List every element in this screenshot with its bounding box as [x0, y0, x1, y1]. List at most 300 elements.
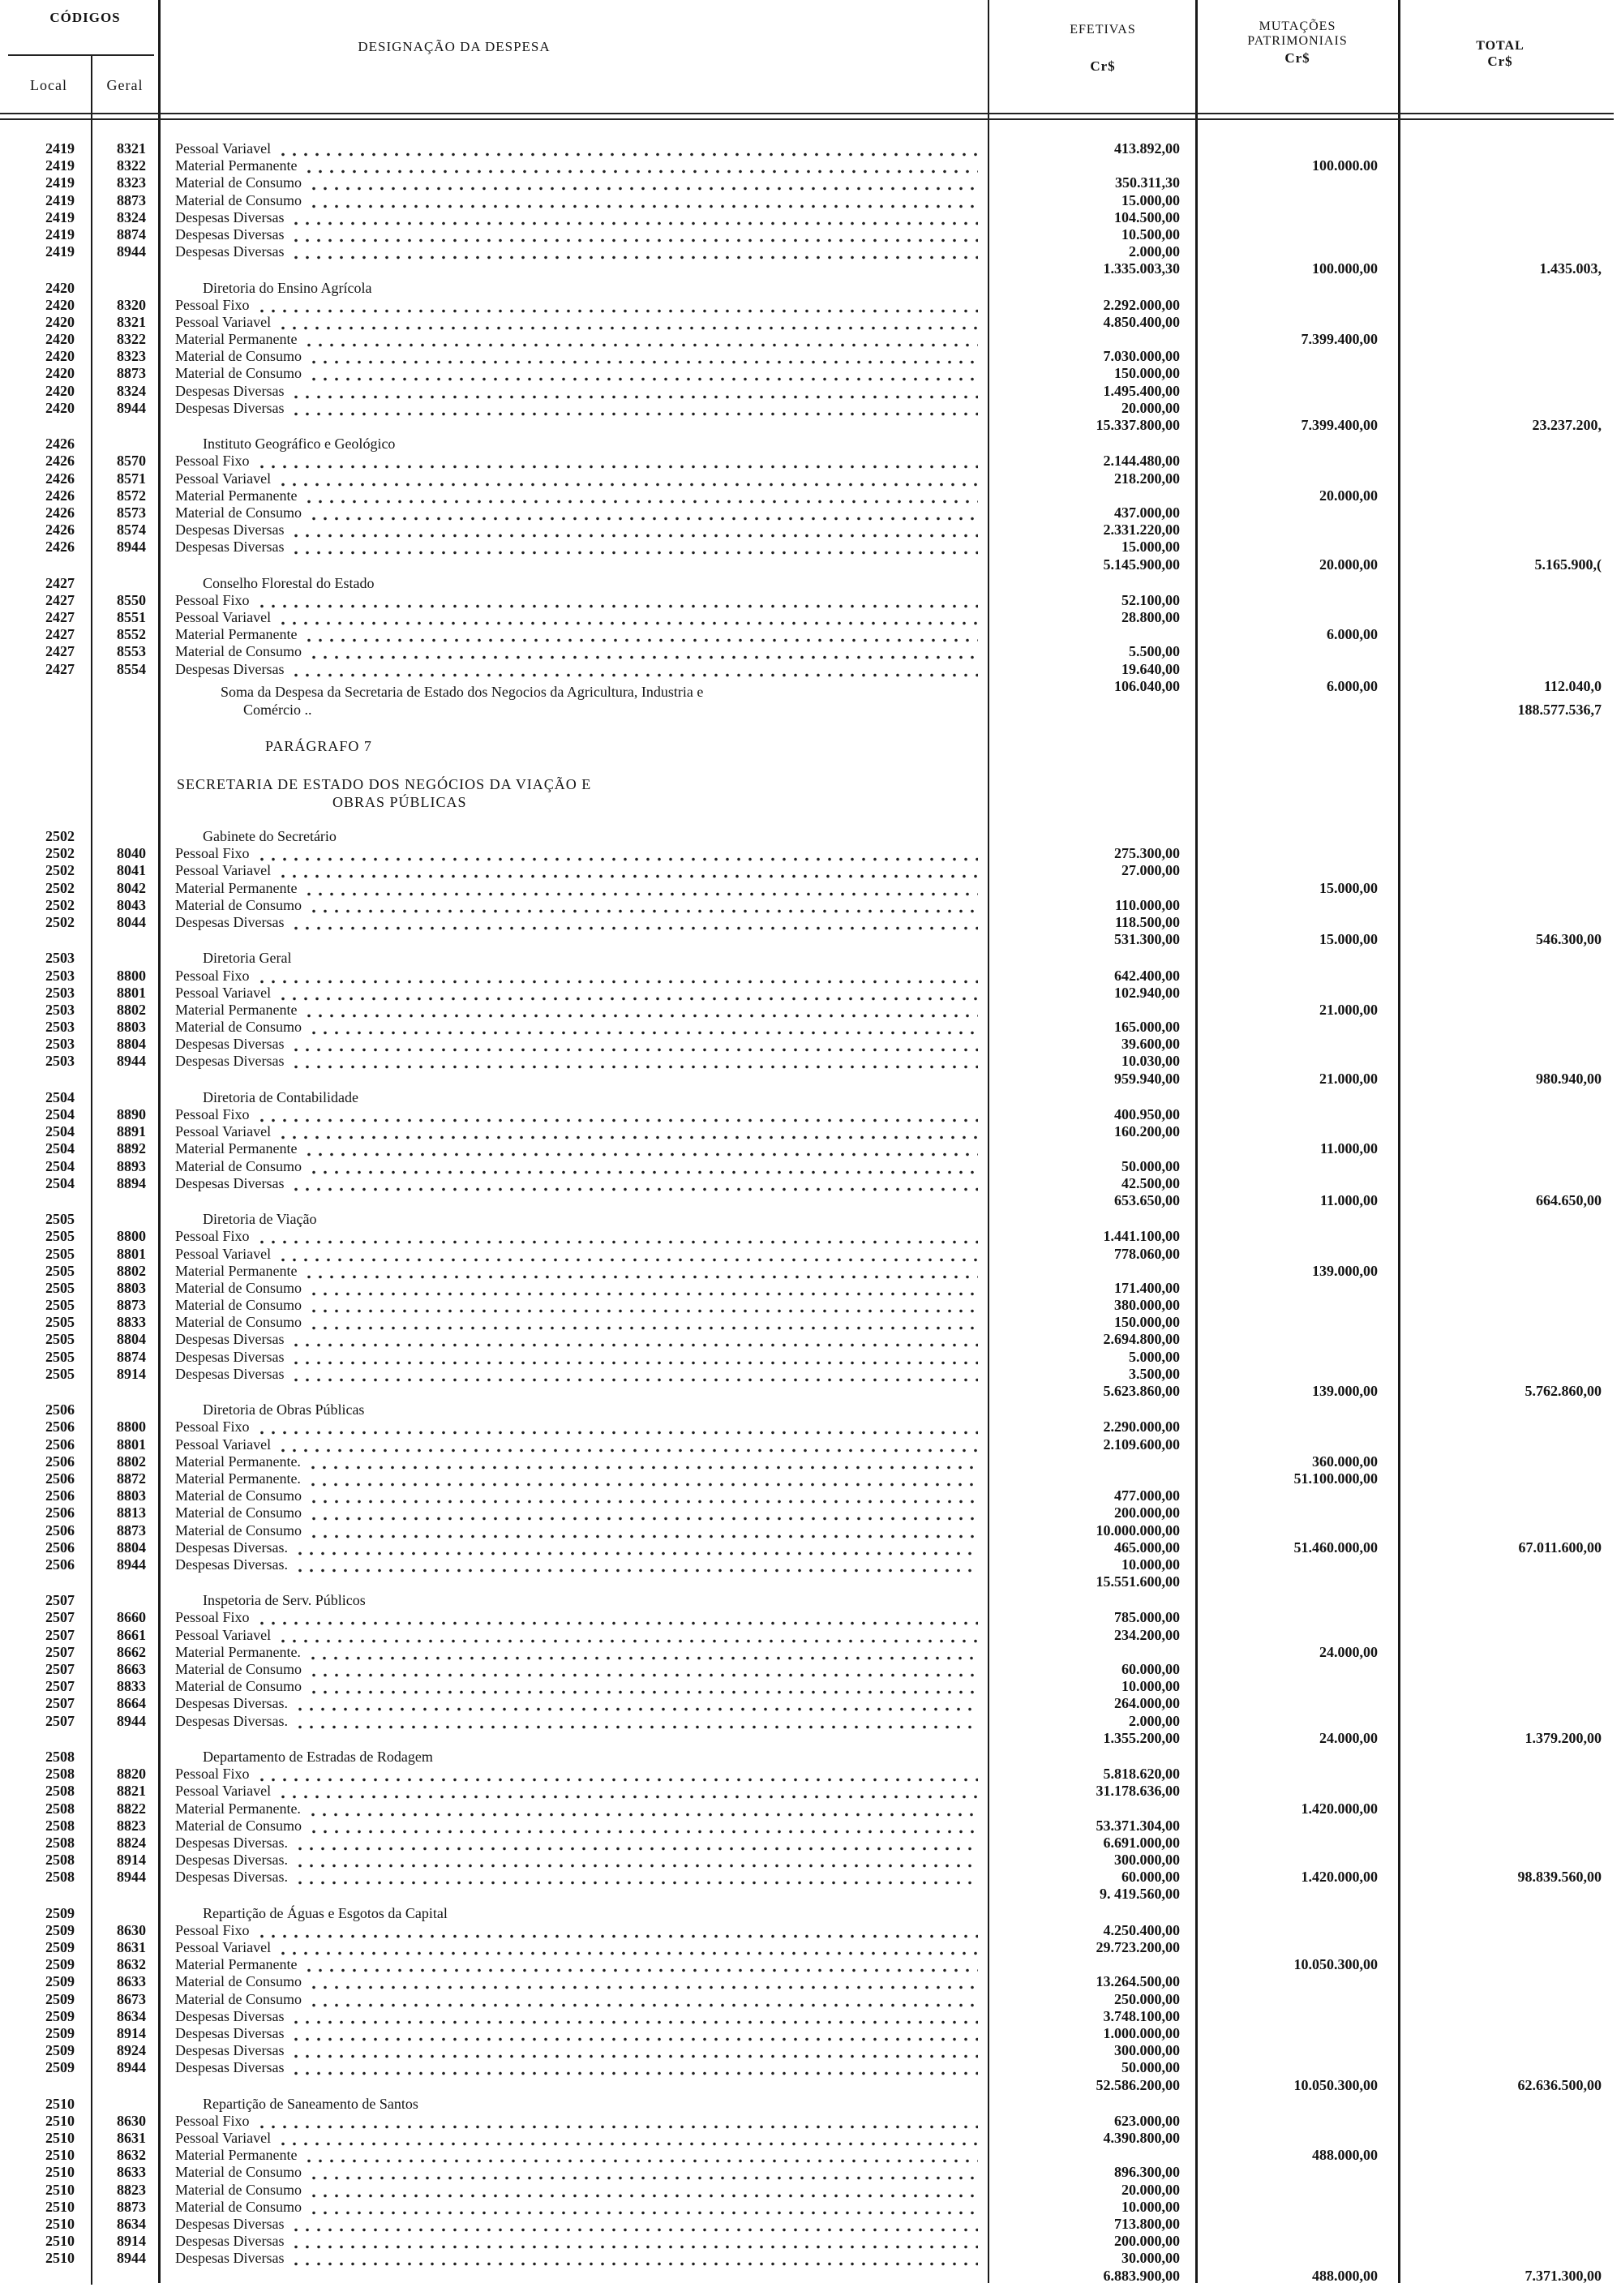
table-row — [0, 1661, 1621, 1678]
table-row — [0, 453, 1621, 470]
designation-text: Material de Consumo — [175, 1504, 302, 1521]
table-row — [0, 1644, 1621, 1661]
efetivas-value: 10.500,00 — [1121, 225, 1180, 242]
table-row — [0, 1956, 1621, 1973]
expense-designation — [175, 297, 978, 314]
dot-leader — [308, 1661, 978, 1678]
geral-code: 8873 — [117, 191, 146, 208]
local-code: 2426 — [45, 453, 75, 470]
expense-designation — [175, 2113, 978, 2130]
efetivas-value: 10.000,00 — [1121, 1678, 1180, 1695]
geral-code: 8673 — [117, 1990, 146, 2007]
geral-code: 8571 — [117, 470, 146, 487]
dot-leader — [303, 880, 978, 897]
mutacoes-value: 100.000.00 — [1312, 157, 1378, 174]
expense-designation — [175, 643, 978, 660]
table-row — [0, 365, 1621, 382]
designation-text: Material de Consumo — [175, 191, 302, 208]
efetivas-value: 218.200,00 — [1114, 470, 1180, 487]
local-code: 2508 — [45, 1766, 75, 1783]
table-row — [0, 1766, 1621, 1783]
expense-designation — [175, 1053, 978, 1070]
local-code: 2506 — [45, 1418, 75, 1436]
dot-leader — [294, 1852, 978, 1869]
local-code: 2506 — [45, 1539, 75, 1556]
table-row — [0, 1678, 1621, 1695]
subtotal-row — [0, 931, 1621, 948]
geral-code: 8800 — [117, 1418, 146, 1436]
subtotal-row — [0, 1886, 1621, 1903]
subtotal-total: 1.379.200,00 — [1525, 1729, 1602, 1746]
expense-designation — [175, 1556, 978, 1573]
geral-code: 8914 — [117, 1852, 146, 1869]
efetivas-value: 15.000,00 — [1121, 539, 1180, 556]
subtotal-row — [0, 2268, 1621, 2285]
subtotal-mutacoes: 20.000,00 — [1319, 556, 1378, 573]
geral-code: 8944 — [117, 1869, 146, 1886]
soma-line-2: Comércio .. — [243, 702, 312, 718]
efetivas-value: 165.000,00 — [1114, 1019, 1180, 1036]
geral-code: 8322 — [117, 331, 146, 348]
dot-leader — [277, 985, 978, 1002]
total-value: 98.839.560,00 — [1517, 1869, 1602, 1886]
designation-text: Pessoal Fixo — [175, 1609, 250, 1626]
local-code: 2503 — [45, 984, 75, 1001]
section-title: Diretoria Geral — [203, 950, 292, 967]
dot-leader — [308, 1314, 978, 1331]
table-row — [0, 609, 1621, 626]
expense-designation — [175, 862, 978, 879]
efetivas-value: 477.000,00 — [1114, 1487, 1180, 1504]
geral-code: 8891 — [117, 1123, 146, 1140]
dot-leader — [308, 365, 978, 382]
local-code: 2506 — [45, 1436, 75, 1453]
table-row — [0, 1175, 1621, 1192]
table-row — [0, 1800, 1621, 1817]
expense-designation — [175, 1973, 978, 1990]
table-row — [0, 626, 1621, 643]
mutacoes-value: 488.000,00 — [1312, 2147, 1378, 2164]
subtotal-efetivas: 106.040,00 — [1114, 677, 1180, 694]
dot-leader — [308, 1297, 978, 1314]
local-code: 2506 — [45, 1487, 75, 1504]
efetivas-value: 896.300,00 — [1114, 2164, 1180, 2181]
expense-designation — [175, 1418, 978, 1436]
geral-code: 8813 — [117, 1504, 146, 1521]
local-code: 2505 — [45, 1228, 75, 1245]
local-code: 2509 — [45, 1921, 75, 1938]
designation-text: Material Permanente — [175, 487, 298, 504]
subtotal-efetivas: 531.300,00 — [1114, 931, 1180, 948]
local-code: 2510 — [45, 2164, 75, 2181]
expense-designation — [175, 365, 978, 382]
dot-leader — [256, 968, 978, 985]
dot-leader — [308, 192, 978, 209]
efetivas-value: 6.691.000,00 — [1103, 1834, 1180, 1851]
local-code: 2502 — [45, 913, 75, 930]
subtotal-mutacoes: 7.399.400,00 — [1301, 417, 1378, 433]
geral-code: 8894 — [117, 1174, 146, 1191]
dot-leader — [294, 1539, 978, 1556]
geral-code: 8833 — [117, 1678, 146, 1695]
mutacoes-value: 1.420.000,00 — [1301, 1869, 1378, 1886]
geral-code: 8914 — [117, 1365, 146, 1382]
table-row — [0, 1609, 1621, 1626]
designation-text: Pessoal Variavel — [175, 1783, 272, 1800]
designation-text: Material de Consumo — [175, 2198, 302, 2215]
table-row — [0, 521, 1621, 539]
designation-text: Despesas Diversas — [175, 2250, 285, 2267]
dot-leader — [308, 174, 978, 191]
geral-code: 8663 — [117, 1661, 146, 1677]
geral-code: 8630 — [117, 1921, 146, 1938]
local-code: 2510 — [45, 2216, 75, 2232]
designation-text: Pessoal Fixo — [175, 2112, 250, 2129]
geral-code: 8321 — [117, 313, 146, 330]
section-heading — [0, 1401, 1621, 1418]
table-row — [0, 1922, 1621, 1939]
local-code: 2505 — [45, 1365, 75, 1382]
geral-code: 8324 — [117, 382, 146, 399]
table-row — [0, 2042, 1621, 2059]
dot-leader — [290, 383, 978, 400]
subtotal-efetivas: 6.883.900,00 — [1103, 2267, 1180, 2284]
subtotal-row — [0, 1730, 1621, 1747]
table-row — [0, 314, 1621, 331]
section-heading — [0, 436, 1621, 453]
expense-designation — [175, 880, 978, 897]
local-code: 2420 — [45, 348, 75, 365]
subtotal-efetivas: 959.940,00 — [1114, 1070, 1180, 1087]
geral-code: 8320 — [117, 296, 146, 313]
geral-code: 8574 — [117, 521, 146, 539]
table-row — [0, 1487, 1621, 1504]
dot-leader — [290, 400, 978, 417]
section-title: Instituto Geográfico e Geológico — [203, 436, 396, 453]
rule-codigos — [8, 54, 154, 56]
local-code: 2502 — [45, 845, 75, 862]
geral-code: 8573 — [117, 504, 146, 521]
geral-code: 8631 — [117, 1939, 146, 1955]
designation-text: Pessoal Fixo — [175, 1418, 250, 1436]
local-code: 2503 — [45, 967, 75, 984]
designation-text: Despesas Diversas — [175, 1174, 285, 1191]
expense-designation — [175, 314, 978, 331]
mutacoes-value: 20.000,00 — [1319, 487, 1378, 504]
designation-text: Material Permanente. — [175, 1453, 301, 1470]
table-row — [0, 1556, 1621, 1573]
dot-leader — [290, 209, 978, 226]
efetivas-value: 39.600,00 — [1121, 1036, 1180, 1053]
designation-text: Pessoal Variavel — [175, 609, 272, 626]
efetivas-value: 20.000,00 — [1121, 2181, 1180, 2198]
designation-text: Material de Consumo — [175, 1817, 302, 1834]
designation-text: Despesas Diversas — [175, 2042, 285, 2059]
expense-designation — [175, 1661, 978, 1678]
local-code: 2507 — [45, 1695, 75, 1712]
dot-leader — [308, 1158, 978, 1175]
subtotal-row — [0, 260, 1621, 277]
efetivas-value: 42.500,00 — [1121, 1174, 1180, 1191]
local-code: 2510 — [45, 2181, 75, 2198]
efetivas-value: 2.144.480,00 — [1103, 453, 1180, 470]
dot-leader — [308, 897, 978, 914]
designation-text: Despesas Diversas. — [175, 1539, 288, 1556]
geral-code: 8572 — [117, 487, 146, 504]
subtotal-efetivas: 9. 419.560,00 — [1100, 1886, 1180, 1903]
table-row — [0, 192, 1621, 209]
efetivas-value: 27.000,00 — [1121, 862, 1180, 879]
expense-designation — [175, 1991, 978, 2008]
local-code: 2510 — [45, 2233, 75, 2250]
local-code: 2507 — [45, 1712, 75, 1729]
designation-text: Pessoal Variavel — [175, 1626, 272, 1643]
geral-code: 8804 — [117, 1331, 146, 1348]
geral-code: 8872 — [117, 1470, 146, 1487]
designation-text: Despesas Diversas — [175, 539, 285, 556]
local-code: 2503 — [45, 1001, 75, 1018]
expense-designation — [175, 2199, 978, 2216]
efetivas-value: 29.723.200,00 — [1096, 1939, 1180, 1955]
local-code: 2427 — [45, 643, 75, 660]
subtotal-mutacoes: 10.050.300,00 — [1293, 2076, 1378, 2093]
local-code: 2509 — [45, 2024, 75, 2041]
subtotal-efetivas: 1.355.200,00 — [1103, 1729, 1180, 1746]
header-total-unit: Cr$ — [1487, 54, 1513, 69]
dot-leader — [308, 2199, 978, 2216]
designation-text: Despesas Diversas. — [175, 1834, 288, 1851]
efetivas-value: 13.264.500,00 — [1096, 1973, 1180, 1990]
expense-designation — [175, 1158, 978, 1175]
geral-code: 8801 — [117, 1245, 146, 1262]
local-code: 2505 — [45, 1348, 75, 1365]
efetivas-value: 150.000,00 — [1114, 365, 1180, 382]
dot-leader — [294, 1869, 978, 1886]
geral-code: 8570 — [117, 453, 146, 470]
dot-leader — [308, 1504, 978, 1521]
designation-text: Despesas Diversas — [175, 208, 285, 225]
designation-text: Despesas Diversas — [175, 521, 285, 539]
section-title: Conselho Florestal do Estado — [203, 574, 375, 591]
table-row — [0, 1852, 1621, 1869]
local-code: 2420 — [45, 399, 75, 416]
efetivas-value: 15.000,00 — [1121, 191, 1180, 208]
subtotal-mutacoes: 139.000,00 — [1312, 1383, 1378, 1399]
table-row — [0, 880, 1621, 897]
dot-leader — [290, 914, 978, 931]
dot-leader — [277, 2130, 978, 2147]
subtotal-row — [0, 1383, 1621, 1400]
local-code: 2507 — [45, 1643, 75, 1660]
expense-designation — [175, 1539, 978, 1556]
table-row — [0, 2008, 1621, 2025]
geral-code: 8944 — [117, 2059, 146, 2076]
local-code: 2427 — [45, 574, 75, 591]
geral-code: 8632 — [117, 2147, 146, 2164]
subtotal-row — [0, 2077, 1621, 2094]
expense-designation — [175, 400, 978, 417]
local-code: 2509 — [45, 2007, 75, 2024]
table-row — [0, 1418, 1621, 1436]
designation-text: Material de Consumo — [175, 2164, 302, 2181]
designation-text: Pessoal Variavel — [175, 2130, 272, 2147]
mutacoes-value: 51.100.000,00 — [1293, 1470, 1378, 1487]
geral-code: 8800 — [117, 967, 146, 984]
mutacoes-value: 7.399.400,00 — [1301, 331, 1378, 348]
expense-designation — [175, 192, 978, 209]
table-row — [0, 1713, 1621, 1730]
designation-text: Material de Consumo — [175, 348, 302, 365]
table-row — [0, 2059, 1621, 2076]
geral-code: 8873 — [117, 1297, 146, 1314]
table-row — [0, 1263, 1621, 1280]
expense-designation — [175, 2147, 978, 2164]
designation-text: Pessoal Variavel — [175, 140, 272, 157]
subtotal-mutacoes: 6.000,00 — [1327, 677, 1378, 694]
subtotal-row — [0, 556, 1621, 573]
table-row — [0, 2182, 1621, 2199]
subtotal-mutacoes: 24.000,00 — [1319, 1729, 1378, 1746]
efetivas-value: 20.000,00 — [1121, 399, 1180, 416]
local-code: 2426 — [45, 436, 75, 453]
subtotal-mutacoes: 488.000,00 — [1312, 2267, 1378, 2284]
local-code: 2508 — [45, 1800, 75, 1817]
efetivas-value: 28.800,00 — [1121, 609, 1180, 626]
section-heading — [0, 280, 1621, 297]
mutacoes-value: 139.000,00 — [1312, 1262, 1378, 1279]
subtotal-efetivas: 52.586.200,00 — [1096, 2076, 1180, 2093]
designation-text: Pessoal Fixo — [175, 296, 250, 313]
dot-leader — [256, 845, 978, 862]
efetivas-value: 4.390.800,00 — [1103, 2130, 1180, 2147]
geral-code: 8803 — [117, 1487, 146, 1504]
designation-text: Pessoal Variavel — [175, 984, 272, 1001]
dot-leader — [308, 1991, 978, 2008]
dot-leader — [303, 2147, 978, 2164]
subtotal-total: 1.435.003, — [1539, 260, 1602, 277]
table-row — [0, 140, 1621, 157]
expense-designation — [175, 157, 978, 174]
subtotal-efetivas: 5.145.900,00 — [1103, 556, 1180, 573]
expense-designation — [175, 1766, 978, 1783]
expense-designation — [175, 845, 978, 862]
dot-leader — [308, 1678, 978, 1695]
table-row — [0, 400, 1621, 417]
local-code: 2507 — [45, 1661, 75, 1677]
table-row — [0, 914, 1621, 931]
geral-code: 8874 — [117, 1348, 146, 1365]
local-code: 2504 — [45, 1088, 75, 1105]
table-row — [0, 243, 1621, 260]
efetivas-value: 300.000,00 — [1114, 1852, 1180, 1869]
dot-leader — [303, 157, 978, 174]
designation-text: Material de Consumo — [175, 896, 302, 913]
table-row — [0, 643, 1621, 660]
efetivas-value: 110.000,00 — [1114, 896, 1180, 913]
designation-text: Pessoal Variavel — [175, 1245, 272, 1262]
dot-leader — [277, 862, 978, 879]
efetivas-value: 1.495.400,00 — [1103, 382, 1180, 399]
local-code: 2506 — [45, 1453, 75, 1470]
local-code: 2505 — [45, 1211, 75, 1228]
section-heading — [0, 1749, 1621, 1766]
dot-leader — [290, 1175, 978, 1192]
table-row — [0, 2199, 1621, 2216]
geral-code: 8803 — [117, 1019, 146, 1036]
geral-code: 8823 — [117, 1817, 146, 1834]
table-row — [0, 2216, 1621, 2233]
designation-text: Despesas Diversas — [175, 382, 285, 399]
efetivas-value: 19.640,00 — [1121, 660, 1180, 677]
local-code: 2506 — [45, 1470, 75, 1487]
section-title: Repartição de Águas e Esgotos da Capital — [203, 1904, 448, 1921]
expense-designation — [175, 985, 978, 1002]
subtotal-efetivas: 15.551.600,00 — [1096, 1573, 1180, 1590]
subtotal-efetivas: 653.650,00 — [1114, 1191, 1180, 1208]
local-code: 2426 — [45, 539, 75, 556]
geral-code: 8944 — [117, 243, 146, 260]
geral-code: 8664 — [117, 1695, 146, 1712]
efetivas-value: 778.060,00 — [1114, 1245, 1180, 1262]
geral-code: 8631 — [117, 2130, 146, 2147]
header-efetivas: EFETIVAS — [1070, 23, 1136, 36]
expense-designation — [175, 1280, 978, 1297]
expense-designation — [175, 174, 978, 191]
subtotal-row — [0, 1192, 1621, 1209]
designation-text: Material de Consumo — [175, 643, 302, 660]
expense-designation — [175, 1869, 978, 1886]
dot-leader — [290, 243, 978, 260]
designation-text: Material de Consumo — [175, 1661, 302, 1677]
dot-leader — [256, 1228, 978, 1245]
geral-code: 8632 — [117, 1956, 146, 1973]
table-row — [0, 1453, 1621, 1470]
expense-designation — [175, 2042, 978, 2059]
table-row — [0, 897, 1621, 914]
table-row — [0, 226, 1621, 243]
subtotal-total: 7.371.300,00 — [1525, 2267, 1602, 2284]
expense-designation — [175, 243, 978, 260]
dot-leader — [256, 2113, 978, 2130]
designation-text: Material de Consumo — [175, 365, 302, 382]
section-heading — [0, 950, 1621, 967]
local-code: 2502 — [45, 879, 75, 896]
table-row — [0, 2233, 1621, 2250]
expense-designation — [175, 968, 978, 985]
local-code: 2426 — [45, 504, 75, 521]
table-row — [0, 2130, 1621, 2147]
table-row — [0, 331, 1621, 348]
expense-designation — [175, 1713, 978, 1730]
dot-leader — [307, 1644, 978, 1661]
geral-code: 8041 — [117, 862, 146, 879]
table-row — [0, 2147, 1621, 2164]
geral-code: 8660 — [117, 1609, 146, 1626]
table-row — [0, 1973, 1621, 1990]
geral-code: 8873 — [117, 1521, 146, 1539]
geral-code: 8662 — [117, 1643, 146, 1660]
table-row — [0, 1140, 1621, 1157]
table-row — [0, 348, 1621, 365]
designation-text: Pessoal Fixo — [175, 1228, 250, 1245]
efetivas-value: 3.748.100,00 — [1103, 2007, 1180, 2024]
dot-leader — [256, 1922, 978, 1939]
dot-leader — [307, 1800, 978, 1817]
designation-text: Material de Consumo — [175, 2181, 302, 2198]
table-row — [0, 1106, 1621, 1123]
expense-designation — [175, 1695, 978, 1712]
table-row — [0, 1939, 1621, 1956]
